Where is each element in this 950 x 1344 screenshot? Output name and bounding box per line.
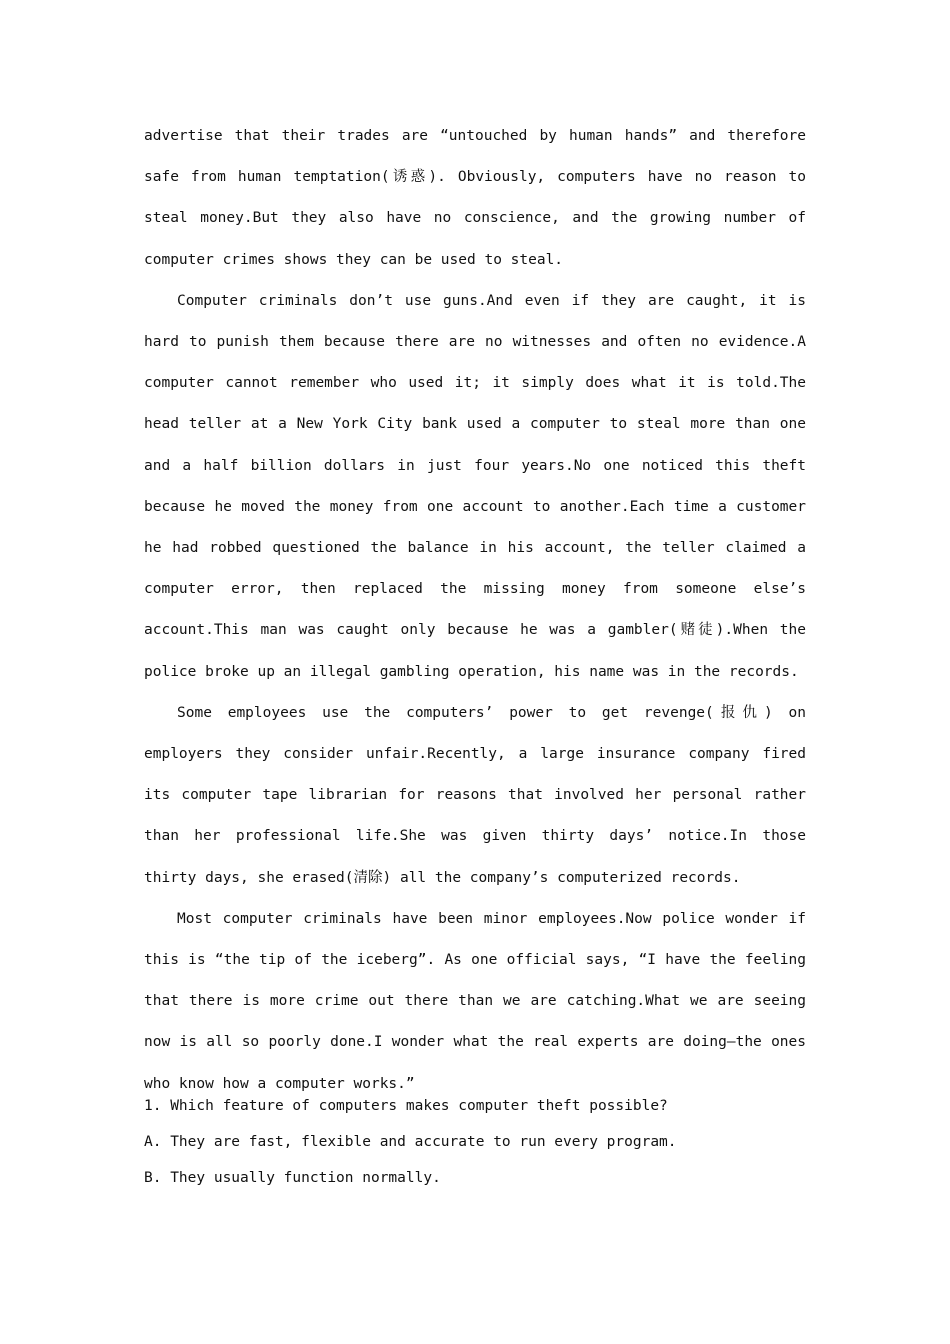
option-a: A. They are fast, flexible and accurate to run every program. [144,1134,677,1150]
paragraph-2: Computer criminals don’t use guns.And even if they are caught, it is hard to punish them because there are no witnesses and often no evidence.A computer cannot remember who used it; it simply does what it is told.The head teller at a New York City bank used a computer to steal more than one and a half billion dollars in just four years.No one noticed this theft because he moved the money from one account to another.Each time a customer he had robbed questioned the balance in his account, the teller claimed a computer error, then replaced the missing money from someone else’s account.This man was caught only because he was a gambler(赌徒).When the police broke up an illegal gambling operation, his name was in the records. [144,292,806,680]
option-b: B. They usually function normally. [144,1170,441,1186]
paragraph-3: Some employees use the computers’ power to get revenge(报仇) on employers they consider unfair.Recently, a large insurance company fired its computer tape librarian for reasons that involved her personal rather than her professional life.She was given thirty days’ notice.In those thirty days, she erased(清除) all the company’s computerized records. [144,704,806,886]
paragraph-4: Most computer criminals have been minor employees.Now police wonder if this is “the tip of the iceberg”. As one official says, “I have the feeling that there is more crime out there than we are catching.What we are seeing now is all so poorly done.I wonder what the real experts are doing—the ones who know how a computer works.” [144,910,806,1092]
passage-body [144,116,806,1105]
question-stem: 1. Which feature of computers makes computer theft possible? [144,1098,668,1114]
paragraph-1: advertise that their trades are “untouched by human hands” and therefore safe from human temptation(诱惑). Obviously, computers have no reason to steal money.But they also have no conscience, and the growing number of computer crimes shows they can be used to steal. [144,128,806,268]
question-1 [144,1088,806,1196]
